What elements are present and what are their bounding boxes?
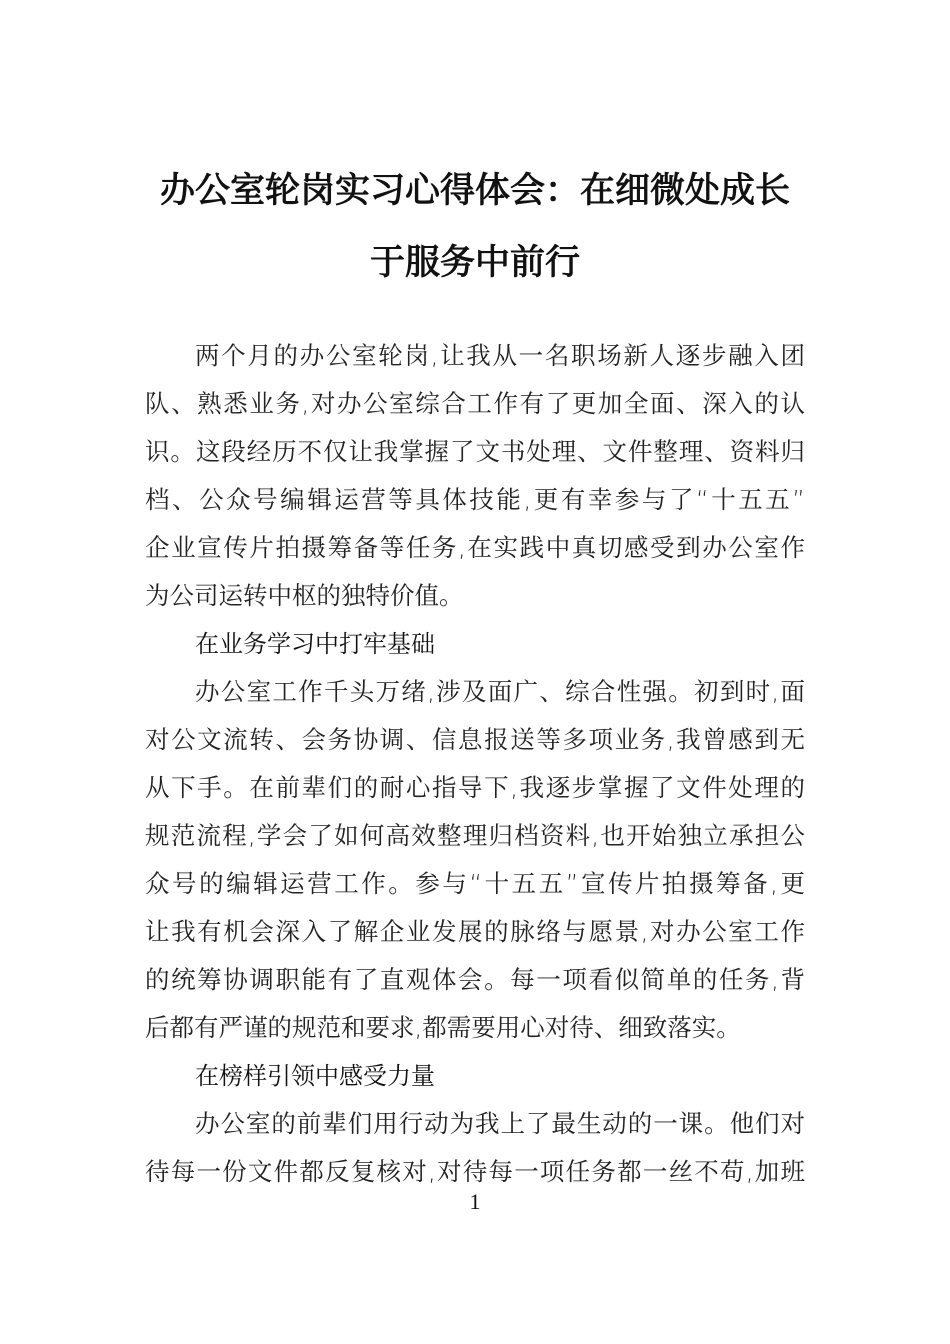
- paragraph-line: 档、公众号编辑运营等具体技能,更有幸参与了“十五五”: [145, 485, 805, 514]
- section-heading: 在榜样引领中感受力量: [195, 1062, 435, 1090]
- paragraph-line: 识。这段经历不仅让我掌握了文书处理、文件整理、资料归: [145, 437, 805, 466]
- section-heading: 在业务学习中打牢基础: [195, 630, 435, 658]
- paragraph-line: 规范流程,学会了如何高效整理归档资料,也开始独立承担公: [145, 821, 805, 850]
- paragraph-line: 的统筹协调职能有了直观体会。每一项看似简单的任务,背: [145, 965, 805, 994]
- paragraph-line: 对公文流转、会务协调、信息报送等多项业务,我曾感到无: [145, 725, 805, 754]
- paragraph-line: 两个月的办公室轮岗,让我从一名职场新人逐步融入团: [195, 341, 805, 370]
- paragraph-line: 队、熟悉业务,对办公室综合工作有了更加全面、深入的认: [145, 389, 805, 418]
- paragraph-line: 让我有机会深入了解企业发展的脉络与愿景,对办公室工作: [145, 917, 805, 946]
- paragraph-line: 待每一份文件都反复核对,对待每一项任务都一丝不苟,加班: [145, 1157, 805, 1186]
- page-number: 1: [469, 1189, 481, 1214]
- paragraph-line: 企业宣传片拍摄筹备等任务,在实践中真切感受到办公室作: [145, 533, 805, 562]
- paragraph-line: 办公室工作千头万绪,涉及面广、综合性强。初到时,面: [195, 677, 805, 706]
- document-title-line-2: 于服务中前行: [369, 242, 580, 283]
- document-title-line-1: 办公室轮岗实习心得体会：在细微处成长: [159, 170, 790, 211]
- paragraph-line: 从下手。在前辈们的耐心指导下,我逐步掌握了文件处理的: [145, 773, 805, 802]
- paragraph-line: 后都有严谨的规范和要求,都需要用心对待、细致落实。: [145, 1013, 741, 1042]
- paragraph-line: 为公司运转中枢的独特价值。: [145, 581, 464, 610]
- paragraph-line: 办公室的前辈们用行动为我上了最生动的一课。他们对: [195, 1109, 805, 1138]
- paragraph-line: 众号的编辑运营工作。参与“十五五”宣传片拍摄筹备,更: [145, 869, 805, 898]
